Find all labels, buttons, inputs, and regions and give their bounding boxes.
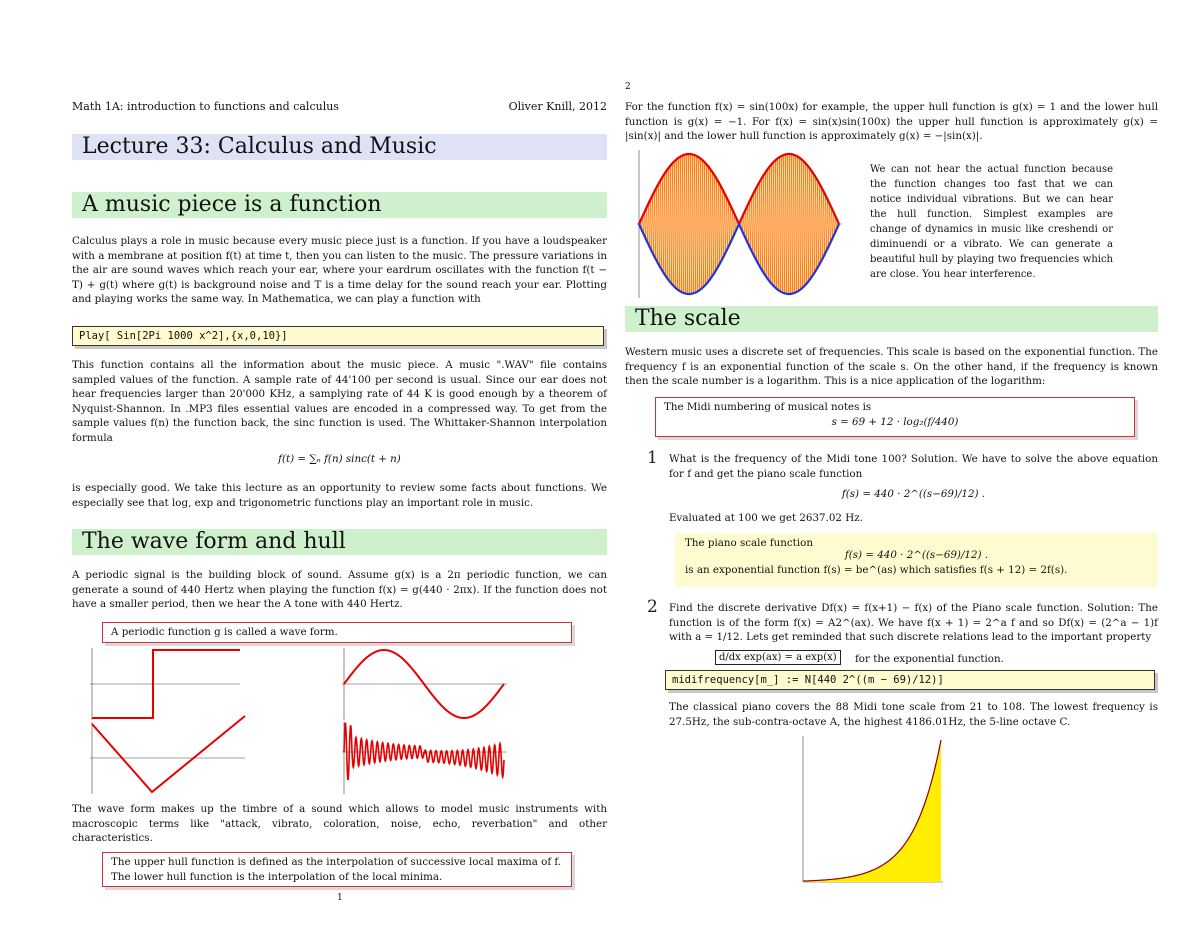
section-title-wave-form: The wave form and hull: [72, 529, 607, 555]
wave-form-definition: A periodic function g is called a wave form.: [102, 622, 572, 643]
midifrequency-code: midifrequency[m_] := N[440 2^((m − 69)/12)]: [665, 670, 1155, 690]
section2-paragraph-1: A periodic signal is the building block of sound. Assume g(x) is a 2π periodic function, we can generate a sound of 440 Hertz when playing the function f(x) = g(440 · 2πx). If the function does not have a smaller period, then we hear the A tone with 440 Hertz.: [72, 569, 607, 611]
hull-intro-paragraph: For the function f(x) = sin(100x) for example, the upper hull function is g(x) = 1 and the lower hull function is g(x) = −1. For f(x) = sin(x)sin(100x) the upper hull function is approximately g(x) = |sin(x)| and the lower hull function is approximately g(x) = −|sin(x)|.: [625, 101, 1158, 143]
section1-paragraph-2: This function contains all the information about the music piece. A music ".WAV" file contains sampled values of the function. A sample rate of 44'100 per second is usual. Since our ear does not hear frequencies larger than 20'000 KHz, a samplying rate of 44 K is good enough by a theorem of Nyquist-Shannon. In .MP3 files essential values are encoded in a compressed way. To get from the sample values f(n) the function back, the sinc function is used. The Whittaker-Shannon interpolation formula: [72, 359, 607, 444]
page-number: 2: [625, 82, 631, 92]
note-formula: f(s) = 440 · 2^((s−69)/12) .: [844, 549, 989, 561]
section-title-music-function: A music piece is a function: [72, 192, 607, 218]
step-wave-plot: [90, 648, 240, 720]
question-1-text: What is the frequency of the Midi tone 100? Solution. We have to solve the above equation for f and get the piano scale function: [669, 453, 1158, 480]
triangle-wave-plot: [90, 722, 245, 794]
section1-paragraph-3: is especially good. We take this lecture as an opportunity to review some facts about functions. We especially see that log, exp and trigonometric functions play an important role in music.: [72, 482, 607, 509]
triangle-wave-line: [92, 716, 245, 792]
sine-wave-plot: [342, 648, 507, 720]
damped-oscillation-line: [344, 723, 504, 780]
interference-paragraph: We can not hear the actual function because the function changes too fast that we can notice individual vibrations. But we can hear the hull function. Simplest examples are change of dynamics in music like creshendi or diminuendi or a vibrato. We can generate a beautiful hull by playing two frequencies which are close. You hear interference.: [870, 164, 1113, 280]
section1-paragraph-1: Calculus plays a role in music because every music piece just is a function. If you have a loudspeaker with a membrane at position f(t) at time t, then you can listen to the music. The pressure variations in the air are sound waves which reach your ear, where your eardrum oscillates with the function f(t − T) + g(t) where g(t) is background noise and T is a time delay for the sound reach your ear. Plotting and playing works the same way. In Mathematica, we can play a function with: [72, 235, 607, 306]
author: Oliver Knill, 2012: [508, 100, 607, 113]
piano-scale-plot: [803, 736, 943, 886]
midi-numbering-definition: [655, 397, 1135, 437]
question-1-number: 1: [647, 448, 658, 468]
course-title: Math 1A: introduction to functions and calculus: [72, 100, 339, 113]
midi-formula: s = 69 + 12 · log₂(f/440): [831, 415, 959, 428]
section2-paragraph-2: The wave form makes up the timbre of a sound which allows to model music instruments with macroscopic terms like "attack, vibrato, coloration, noise, echo, reverbation" and other characteristics.: [72, 803, 607, 845]
damped-oscillation-plot: [342, 722, 507, 794]
mathematica-play-code: Play[ Sin[2Pi 1000 x^2],{x,0,10}]: [72, 326, 604, 346]
piano-range-paragraph: The classical piano covers the 88 Midi tone scale from 21 to 108. The lowest frequency is 27.5Hz, the sub-contra-octave A, the highest 4186.01Hz, the 5-line octave C.: [669, 701, 1158, 728]
whittaker-shannon-formula: f(t) = ∑ₙ f(n) sinc(t + n): [278, 453, 401, 465]
question-2-tail: for the exponential function.: [855, 653, 1004, 665]
scale-paragraph: Western music uses a discrete set of frequencies. This scale is based on the exponential function. The frequency f is an exponential function of the scale s. On the other hand, if the frequency is known then the scale number is a logarithm. This is a nice application of the logarithm:: [625, 346, 1158, 388]
question-2-number: 2: [647, 597, 658, 617]
question-1-evaluation: Evaluated at 100 we get 2637.02 Hz.: [669, 512, 863, 524]
piano-area-fill: [803, 740, 941, 882]
lecture-title: Lecture 33: Calculus and Music: [72, 134, 607, 160]
midi-definition-text: The Midi numbering of musical notes is: [664, 401, 872, 413]
derivative-property-box: d/dx exp(ax) = a exp(x): [715, 650, 841, 665]
section-title-scale: The scale: [625, 306, 1158, 332]
question-2-text: Find the discrete derivative Df(x) = f(x+1) − f(x) of the Piano scale function. Solution: The function is of the form f(x) = A2^(ax). We have f(x + 1) = 2^a f and so Df(x) = (2^a − 1)f with a = 1/12. Lets get reminded that such discrete relations lead to the important property: [669, 602, 1158, 644]
note-line-2: is an exponential function f(s) = be^(as) which satisfies f(s + 12) = 2f(s).: [685, 564, 1068, 576]
piano-scale-formula: f(s) = 440 · 2^((s−69)/12) .: [841, 488, 986, 500]
page-header: [72, 100, 607, 113]
page-number: 1: [337, 893, 343, 903]
piano-scale-note: [675, 533, 1158, 587]
hull-function-definition: The upper hull function is defined as the interpolation of successive local maxima of f. The lower hull function is the interpolation of the local minima.: [102, 852, 572, 887]
note-line-1: The piano scale function: [685, 537, 813, 549]
hull-plot: [637, 150, 842, 298]
